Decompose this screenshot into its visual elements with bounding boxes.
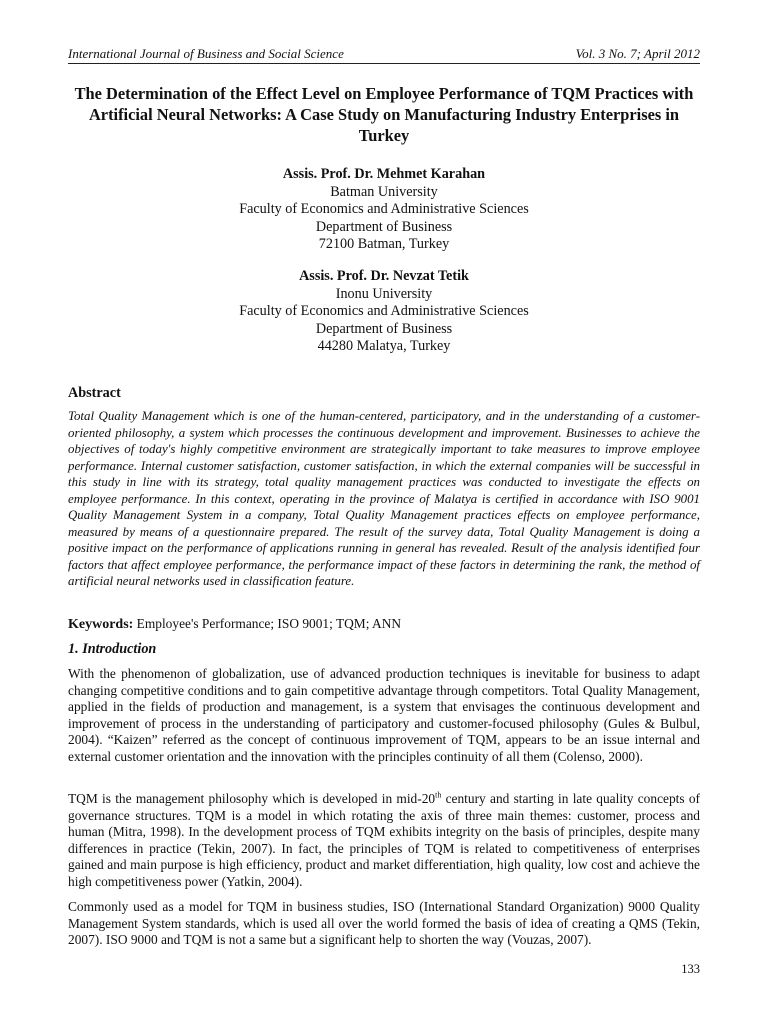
abstract-text: Total Quality Management which is one of the human-centered, participatory, and in the understanding of a customer-oriented philosophy, a system which processes the continuous development and improvement. Businesses to achieve the objectives of today's highly competitive environment are strategically important to take measures to improve employee performance. Internal customer satisfaction, customer satisfaction, in which the external companies will be successful in this study in line with its strategy, total quality management practices was conducted to investigate the effects on employee performance. In this context, operating in the province of Malatya is certified in accordance with ISO 9001 Quality Management System in a company, Total Quality Management practices effects on employee performance, measured by means of a questionnaire prepared. The result of the survey data, Total Quality Management is doing a positive impact on the performance of applications running in general has revealed. Result of the analysis identified four factors that affect employee performance, the performance impact of these factors in determining the rank, the method of artificial neural networks used in classification feature. [68,409,700,588]
paper-title: The Determination of the Effect Level on Employee Performance of TQM Practices with Artificial Neural Networks: A Case Study on Manufacturing Industry Enterprises in Turkey [74,84,694,145]
author-faculty: Faculty of Economics and Administrative Sciences [239,201,529,218]
paragraph-text: century and starting in late quality concepts of governance structures. TQM is a model in which rotating the axis of three main themes: customer, process and human (Mitra, 1998). In the development process of TQM exhibits integrity on the basis of principles, despite many differences in practice (Tekin, 2007). In fact, the principles of TQM is related to competitiveness of enterprises gained and main purpose is high efficiency, product and market differentiation, high quality, low cost and achieve the high competitiveness power (Yatkin, 2004). [68,791,700,889]
author-address: 72100 Batman, Turkey [318,236,450,253]
author-block-2 [68,268,700,356]
running-header [68,46,700,61]
author-department: Department of Business [315,218,453,235]
issue-info: Vol. 3 No. 7; April 2012 [575,46,700,61]
superscript: th [435,790,442,800]
author-faculty: Faculty of Economics and Administrative Sciences [239,303,529,320]
body-paragraph-3: Commonly used as a model for TQM in business studies, ISO (International Standard Organization) 9000 Quality Management System standards, which is used all over the world formed the basis of idea of creating a QMS (Tekin, 2007). ISO 9000 and TQM is not a same but a significant help to shorten the way (Vouzas, 2007). [68,899,700,947]
author-university: Batman University [330,183,438,200]
author-university: Inonu University [335,285,433,302]
header-divider [68,63,700,64]
author-name: Assis. Prof. Dr. Mehmet Karahan [282,166,486,182]
body-paragraph-2 [68,791,700,890]
author-address: 44280 Malatya, Turkey [317,338,451,355]
keywords-text: Employee's Performance; ISO 9001; TQM; ANN [133,616,402,631]
author-block-1 [68,166,700,254]
paragraph-text: TQM is the management philosophy which is developed in mid-20 [68,791,436,806]
journal-name: International Journal of Business and Social Science [68,46,344,61]
introduction-heading: 1. Introduction [68,641,157,657]
keywords-label: Keywords: [68,617,134,632]
abstract-heading: Abstract [68,385,121,401]
page-number: 133 [681,962,700,976]
author-department: Department of Business [315,320,453,337]
keywords-line [68,615,700,633]
author-name: Assis. Prof. Dr. Nevzat Tetik [299,268,469,284]
body-paragraph-1: With the phenomenon of globalization, use of advanced production techniques is inevitable for business to adapt changing competitive conditions and to gain competitive advantage through competitors. Total Quality Management, applied in the fields of production and management, is a system that envisages the continuous development and improvement of process in the understanding of participatory and customer-focused philosophy (Gules & Bulbul, 2004). “Kaizen” referred as the concept of continuous improvement of TQM, appears to be an issue internal and external customer orientation and the innovation with the principles continuity of all them (Colenso, 2000). [68,666,700,764]
